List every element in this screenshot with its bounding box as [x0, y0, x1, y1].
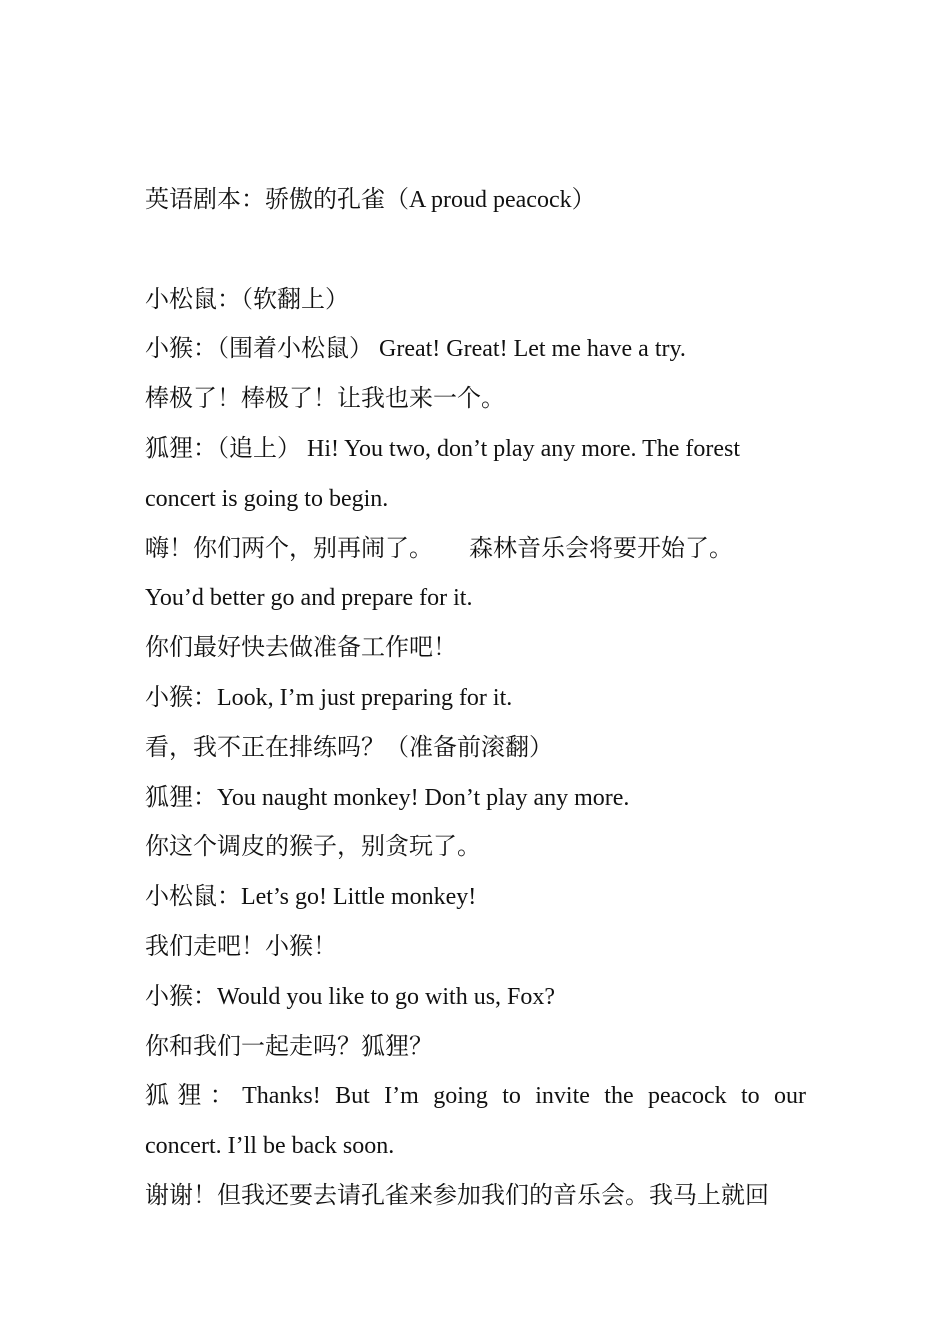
script-line: 小松鼠：Let’s go! Little monkey! — [145, 884, 477, 911]
script-line: 小猴：Look, I’m just preparing for it. — [145, 684, 513, 711]
script-line: concert. I’ll be back soon. — [145, 1133, 395, 1160]
script-line: concert is going to begin. — [145, 485, 389, 512]
document-title: 英语剧本：骄傲的孔雀（A proud peacock） — [145, 187, 596, 213]
script-line: 谢谢！但我还要去请孔雀来参加我们的音乐会。我马上就回 — [145, 1182, 769, 1209]
script-line: 狐狸：You naught monkey! Don’t play any more. — [145, 784, 630, 811]
script-line: 你们最好快去做准备工作吧！ — [145, 635, 457, 662]
script-line: 小松鼠：（软翻上） — [145, 286, 349, 313]
script-line: 你这个调皮的猴子，别贪玩了。 — [145, 834, 481, 861]
script-line: 我们走吧！小猴！ — [145, 933, 337, 960]
script-line: 小猴：Would you like to go with us, Fox? — [145, 983, 556, 1010]
script-body — [145, 176, 806, 1222]
script-line-part: 森林音乐会将要开始了。 — [469, 535, 733, 562]
script-line: 你和我们一起走吗？狐狸？ — [145, 1033, 433, 1060]
script-line: 棒极了！棒极了！让我也来一个。 — [145, 386, 505, 413]
script-line-pair — [145, 525, 806, 575]
script-line-part: 嗨！你们两个，别再闹了。 — [145, 535, 433, 562]
script-line: 狐狸：Thanks! But I’m going to invite the peacock to our — [145, 1083, 806, 1110]
script-line: 狐狸：（追上） Hi! You two, don’t play any more. The forest — [145, 435, 741, 462]
script-line: 小猴：（围着小松鼠） Great! Great! Let me have a try. — [145, 336, 686, 363]
script-line: 看，我不正在排练吗？（准备前滚翻） — [145, 734, 553, 761]
script-line: You’d better go and prepare for it. — [145, 585, 473, 612]
